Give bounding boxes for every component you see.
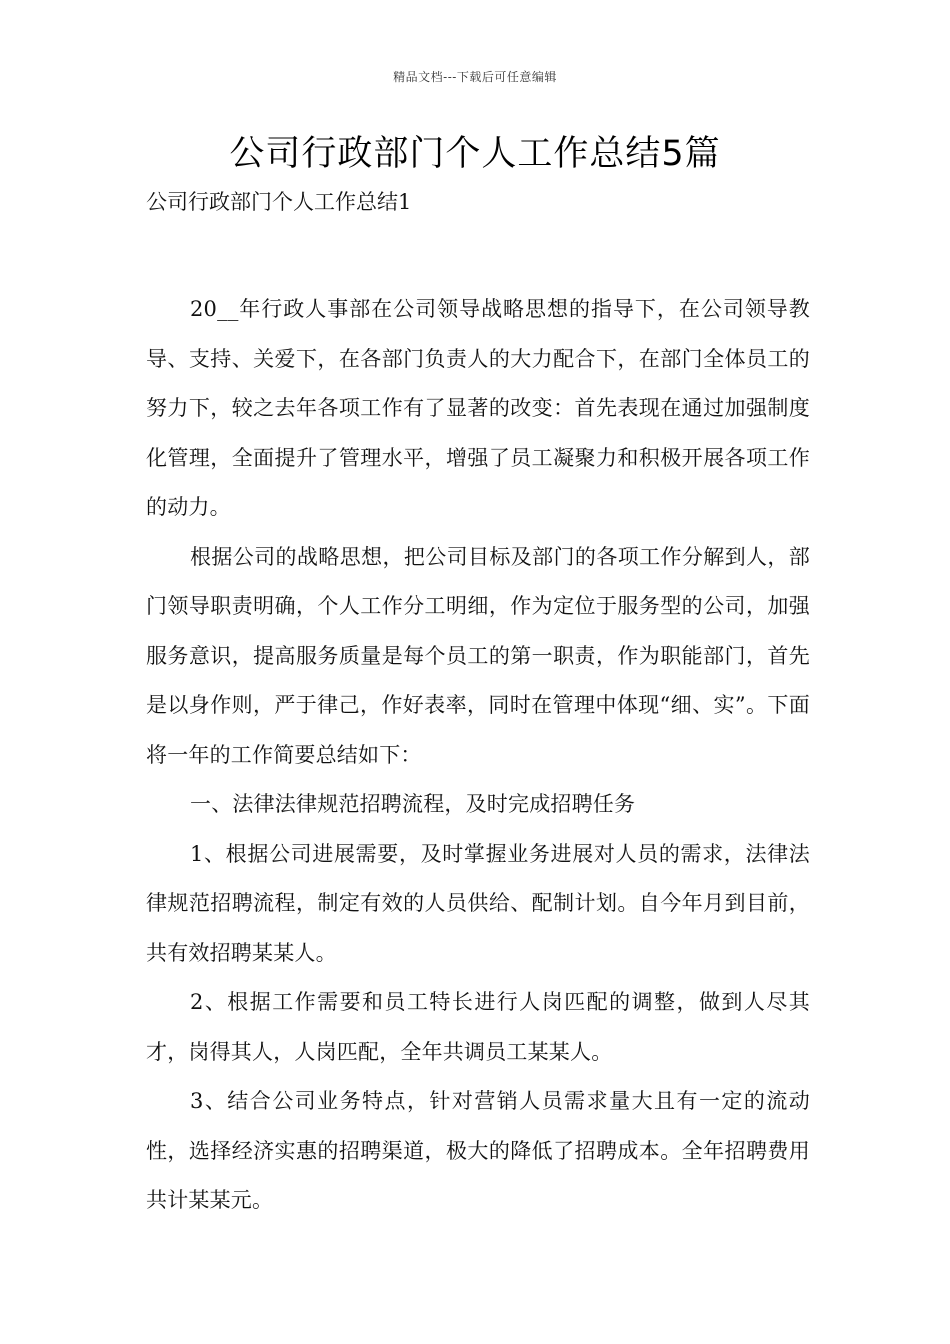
body-text [146, 285, 810, 1226]
section-heading-recruitment: 一、法律法律规范招聘流程，及时完成招聘任务 [190, 792, 636, 816]
page-title: 公司行政部门个人工作总结5篇 [229, 134, 721, 174]
paragraph-item-3: 3、结合公司业务特点，针对营销人员需求量大且有一定的流动性，选择经济实惠的招聘渠道，极大的降低了招聘成本。全年招聘费用共计某某元。 [146, 1089, 810, 1212]
paragraph-strategy: 根据公司的战略思想，把公司目标及部门的各项工作分解到人，部门领导职责明确，个人工作分工明细，作为定位于服务型的公司，加强服务意识，提高服务质量是每个员工的第一职责，作为职能部门，首先是以身作则，严于律己，作好表率，同时在管理中体现“细、实”。下面将一年的工作简要总结如下： [146, 544, 810, 767]
header-note: 精品文档---下载后可任意编辑 [393, 70, 557, 84]
paragraph-item-2: 2、根据工作需要和员工特长进行人岗匹配的调整，做到人尽其才，岗得其人，人岗匹配，全年共调员工某某人。 [146, 990, 810, 1064]
paragraph-intro: 20__年行政人事部在公司领导战略思想的指导下，在公司领导教导、支持、关爱下，在各部门负责人的大力配合下，在部门全体员工的努力下，较之去年各项工作有了显著的改变：首先表现在通过加强制度化管理，全面提升了管理水平，增强了员工凝聚力和积极开展各项工作的动力。 [146, 297, 810, 519]
paragraph-item-1: 1、根据公司进展需要，及时掌握业务进展对人员的需求，法律法律规范招聘流程，制定有效的人员供给、配制计划。自今年月到目前，共有效招聘某某人。 [146, 841, 810, 965]
section-subtitle: 公司行政部门个人工作总结1 [146, 190, 412, 214]
